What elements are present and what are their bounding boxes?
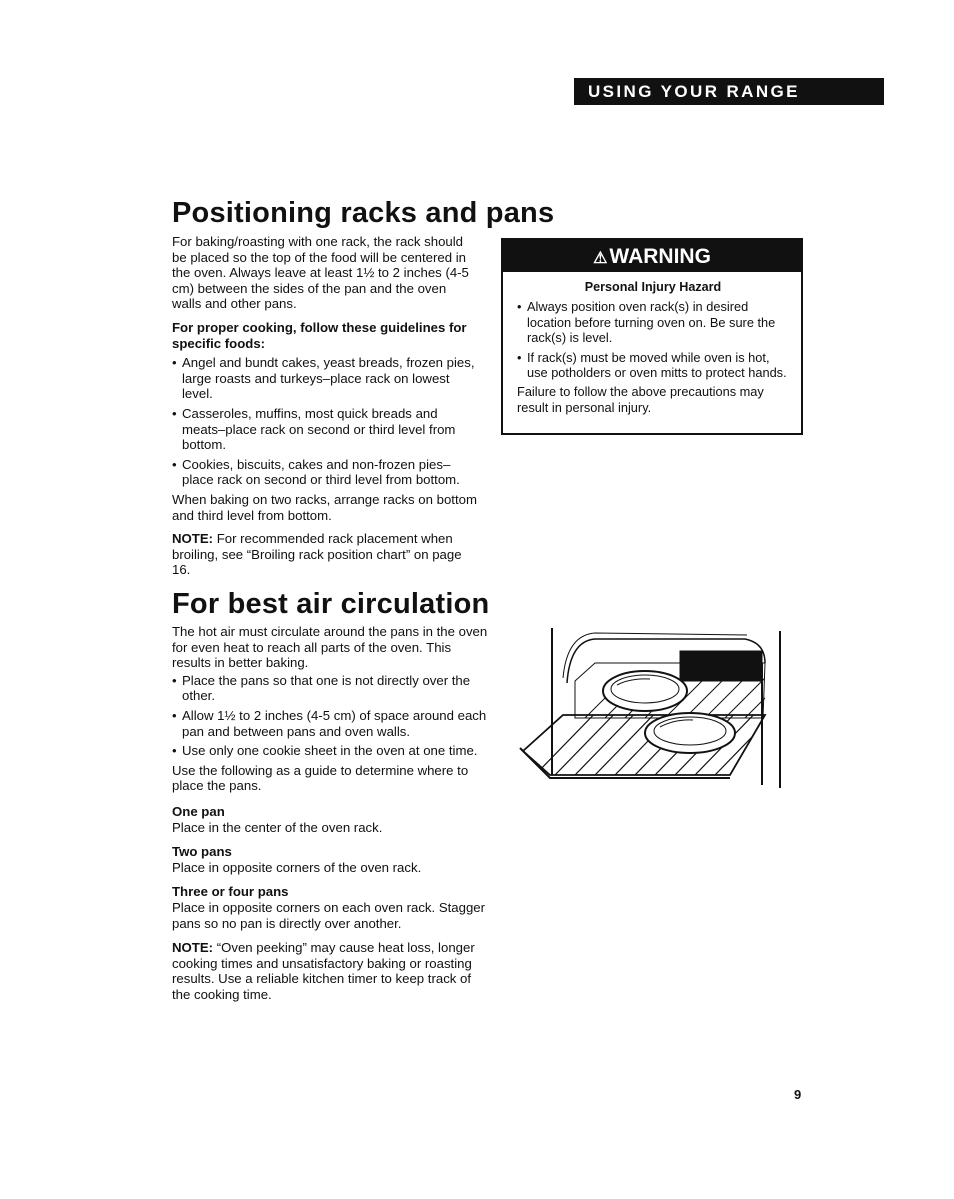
air-tip-item: • Use only one cookie sheet in the oven at one time. [172, 743, 492, 759]
two-pans-text: Place in opposite corners of the oven rack. [172, 859, 422, 875]
racks-column [172, 234, 477, 578]
guidelines-heading: For proper cooking, follow these guidelines for specific foods: [172, 319, 467, 351]
section-banner: USING YOUR RANGE [574, 78, 884, 105]
racks-note-label: NOTE: [172, 531, 214, 547]
warning-footer: Failure to follow the above precautions may result in personal injury. [517, 384, 764, 415]
guideline-item: • Casseroles, muffins, most quick breads and meats–place rack on second or third level from bottom. [172, 406, 477, 453]
air-intro: The hot air must circulate around the pans in the oven for even heat to reach all parts of the oven. This results in better baking. [172, 624, 488, 671]
racks-note [172, 531, 477, 578]
air-heading: For best air circulation [172, 588, 490, 620]
air-note [172, 940, 492, 1002]
warning-subtitle: Personal Injury Hazard [584, 280, 722, 294]
page-number: 9 [794, 1087, 802, 1102]
three-four-pans-label: Three or four pans [172, 884, 289, 900]
warning-item: • If rack(s) must be moved while oven is hot, use potholders or oven mitts to protect hands. [517, 350, 789, 381]
air-tip-item: • Allow 1½ to 2 inches (4-5 cm) of space around each pan and between pans and oven walls. [172, 708, 492, 739]
racks-note-text: For recommended rack placement when broiling, see “Broiling rack position chart” on page 16. [172, 531, 462, 578]
air-column [172, 624, 492, 1002]
warning-item: • Always position oven rack(s) in desired location before turning oven on. Be sure the rack(s) is level. [517, 299, 789, 345]
guideline-item: • Cookies, biscuits, cakes and non-frozen pies–place rack on second or third level from bottom. [172, 457, 477, 488]
two-pans-label: Two pans [172, 844, 232, 860]
two-racks-text: When baking on two racks, arrange racks on bottom and third level from bottom. [172, 491, 477, 523]
air-guide: Use the following as a guide to determine where to place the pans. [172, 762, 469, 794]
guideline-item: • Angel and bundt cakes, yeast breads, frozen pies, large roasts and turkeys–place rack on lowest level. [172, 355, 477, 402]
one-pan-label: One pan [172, 803, 225, 819]
warning-triangle-icon: ⚠ [593, 250, 608, 267]
upper-pan [603, 671, 687, 711]
air-tips-list [172, 673, 492, 759]
one-pan-text: Place in the center of the oven rack. [172, 819, 383, 835]
racks-heading: Positioning racks and pans [172, 197, 555, 229]
warning-title: WARNING [609, 245, 711, 268]
guidelines-list [172, 355, 477, 488]
warning-box [501, 238, 803, 435]
air-note-text: “Oven peeking” may cause heat loss, longer cooking times and unsatisfactory baking or roasting results. Use a reliable kitchen timer to keep track of the cooking time. [172, 940, 475, 1002]
lower-pan [645, 713, 735, 753]
warning-header [503, 240, 801, 272]
air-note-label: NOTE: [172, 940, 214, 956]
warning-list [517, 299, 789, 380]
oven-rack-illustration [515, 623, 790, 793]
racks-intro: For baking/roasting with one rack, the rack should be placed so the top of the food will be centered in the oven. Always leave at least 1½ to 2 inches (4-5 cm) between the sides of the pan and the oven walls and other pans. [172, 234, 469, 312]
air-tip-item: • Place the pans so that one is not directly over the other. [172, 673, 492, 704]
three-four-pans-text: Place in opposite corners on each oven rack. Stagger pans so no pan is directly over another. [172, 899, 486, 931]
